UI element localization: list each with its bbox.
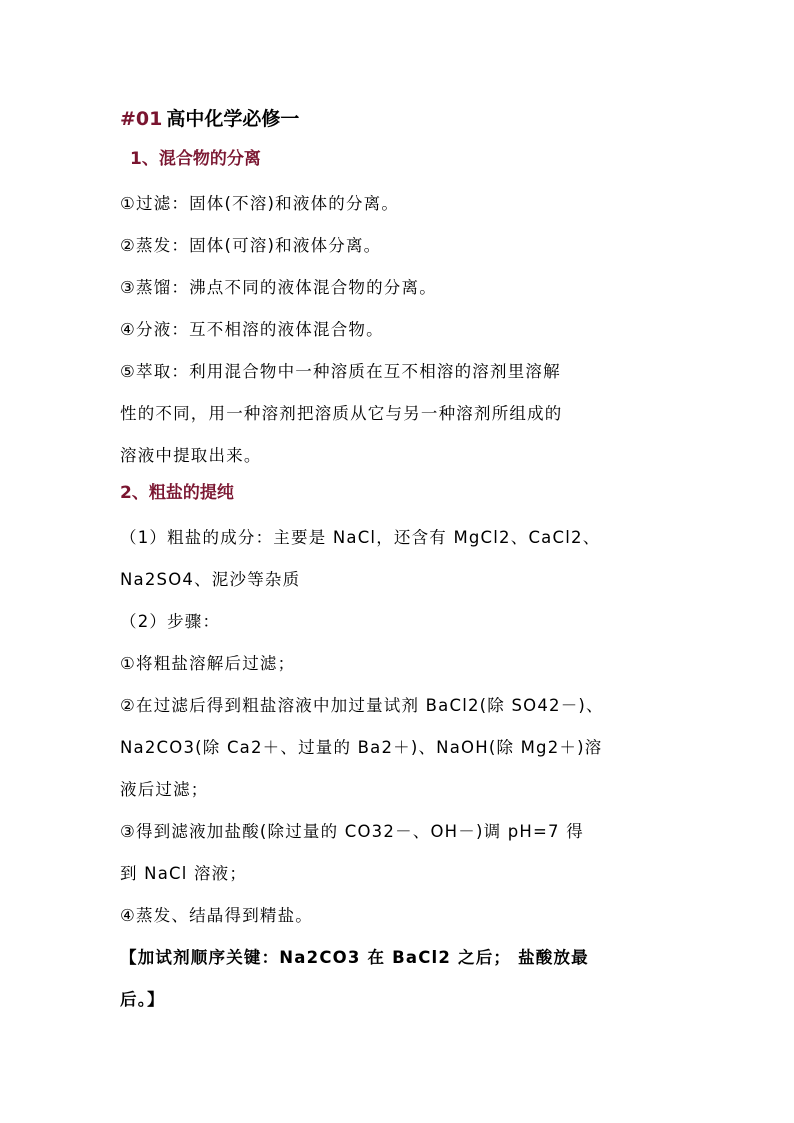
- section1-line: 性的不同，用一种溶剂把溶质从它与另一种溶剂所组成的: [120, 404, 563, 423]
- section2-line: Na2SO4、泥沙等杂质: [120, 570, 301, 589]
- section2-line: ①将粗盐溶解后过滤；: [120, 654, 296, 673]
- section1-line: 溶液中提取出来。: [120, 446, 262, 465]
- document-page: [120, 105, 680, 1021]
- key-note-line: 后。】: [120, 990, 165, 1009]
- title-number: #01: [120, 108, 163, 130]
- section2-line: Na2CO3(除 Ca2＋、过量的 Ba2＋)、NaOH(除 Mg2＋)溶: [120, 738, 603, 757]
- section2-line: （1）粗盐的成分：主要是 NaCl，还含有 MgCl2、CaCl2、: [120, 528, 601, 547]
- section2-line: ②在过滤后得到粗盐溶液中加过量试剂 BaCl2(除 SO42－)、: [120, 696, 604, 715]
- section1-line: ⑤萃取：利用混合物中一种溶质在互不相溶的溶剂里溶解: [120, 362, 561, 381]
- title-text: 高中化学必修一: [166, 108, 300, 130]
- section1-line: ③蒸馏：沸点不同的液体混合物的分离。: [120, 278, 437, 297]
- section1-line: ①过滤：固体(不溶)和液体的分离。: [120, 194, 400, 213]
- section2-line: ③得到滤液加盐酸(除过量的 CO32－、OH－)调 pH=7 得: [120, 822, 584, 841]
- section-heading-1: 1、混合物的分离: [130, 149, 261, 169]
- section1-line: ②蒸发：固体(可溶)和液体分离。: [120, 236, 382, 255]
- section2-line: 液后过滤；: [120, 780, 209, 799]
- section2-line: ④蒸发、结晶得到精盐。: [120, 906, 313, 925]
- key-note-line: 【加试剂顺序关键：Na2CO3 在 BaCl2 之后； 盐酸放最: [120, 948, 589, 967]
- section2-line: （2）步骤：: [120, 612, 221, 631]
- section2-line: 到 NaCl 溶液；: [120, 864, 248, 883]
- page-title: [120, 105, 680, 133]
- section-heading-2: 2、粗盐的提纯: [120, 483, 234, 503]
- section1-line: ④分液：互不相溶的液体混合物。: [120, 320, 384, 339]
